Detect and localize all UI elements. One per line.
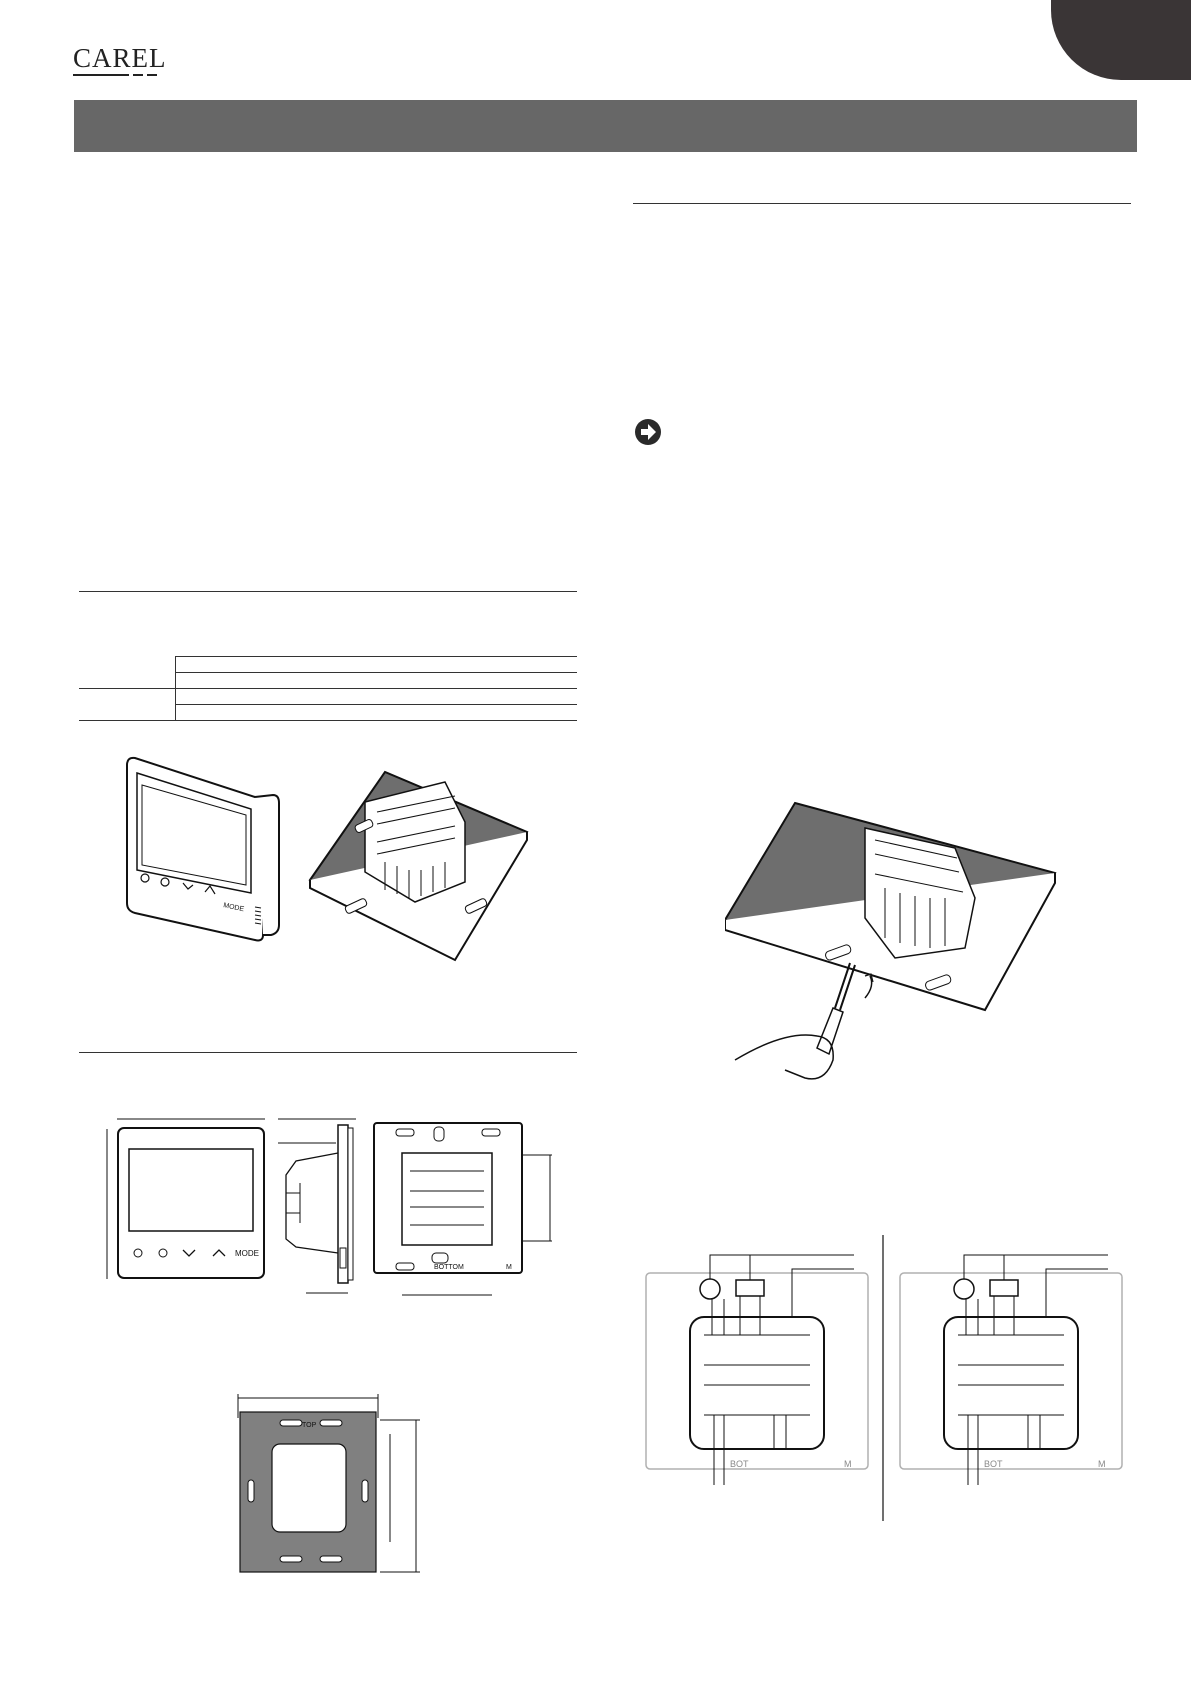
table-line — [175, 704, 577, 705]
section-rule-1 — [79, 591, 577, 592]
arrow-right-circle-icon — [633, 417, 663, 447]
section-rule-right — [633, 203, 1131, 204]
carel-logo — [73, 43, 167, 76]
logo-underline — [73, 74, 157, 77]
table-line — [79, 688, 577, 689]
mounting-plate-figure — [230, 1390, 425, 1590]
wiring-diagrams-figure — [634, 1235, 1136, 1525]
dimension-back-figure — [372, 1113, 562, 1303]
mode-button-label-dim: MODE — [235, 1249, 259, 1258]
section-rule-2 — [79, 1052, 577, 1053]
bottom-label: BOTTOM — [434, 1264, 464, 1271]
top-label: TOP — [302, 1422, 317, 1429]
screwdriver-opening-figure — [725, 798, 1065, 1093]
table-line — [175, 656, 577, 657]
wiring-left-m-label: M — [844, 1459, 852, 1469]
thermostat-front-figure — [115, 745, 285, 945]
corner-m-label: M — [506, 1264, 512, 1271]
thermostat-back-figure — [305, 762, 535, 962]
chapter-tab — [1051, 0, 1191, 80]
table-line — [79, 720, 577, 721]
dimension-side-figure — [276, 1113, 361, 1303]
wiring-left-bottom-label: BOT — [730, 1459, 749, 1469]
wiring-right-bottom-label: BOT — [984, 1459, 1003, 1469]
logo-text: CAREL — [73, 43, 167, 73]
table-divider — [175, 656, 176, 720]
dimension-front-figure — [103, 1113, 273, 1283]
mode-button-label: MODE — [222, 902, 245, 914]
section-title-bar — [74, 100, 1137, 152]
table-line — [175, 672, 577, 673]
wiring-right-m-label: M — [1098, 1459, 1106, 1469]
